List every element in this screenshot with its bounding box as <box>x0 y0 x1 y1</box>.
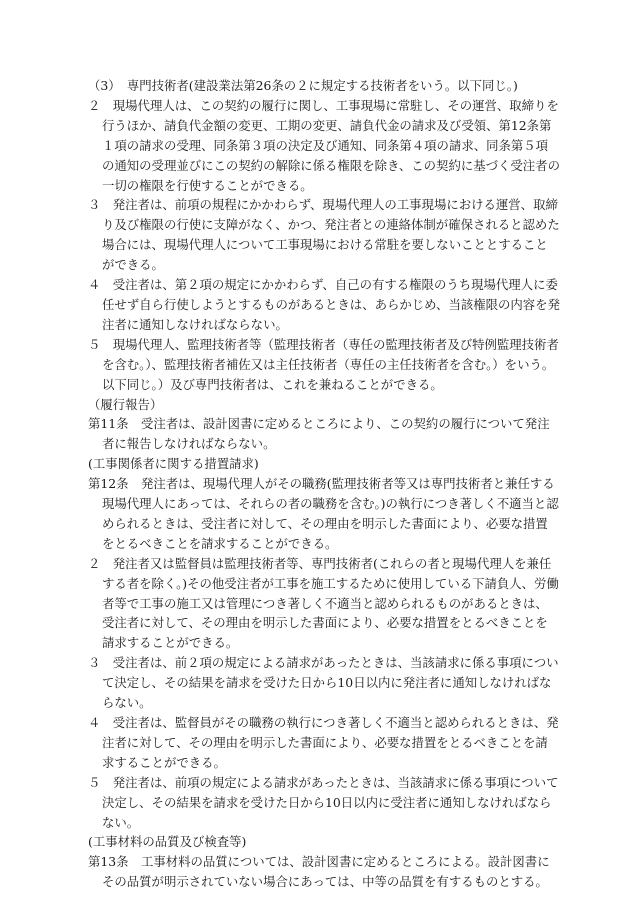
article-12-paragraph-5: ５ 発注者は、前項の規定による請求があったときは、当該請求に係る事項について決定し、その結果を請求を受けた日から10日以内に受注者に通知しなければならない。 <box>88 774 559 830</box>
article-13: 第13条 工事材料の品質については、設計図書に定めるところによる。設計図書にその品質が明示されていない場合にあっては、中等の品質を有するものとする。 <box>88 854 550 890</box>
definition-item-3: （3） 専門技術者(建設業法第26条の２に規定する技術者をいう。以下同じ。) <box>88 78 518 93</box>
paragraph-3-resident-exemption: ３ 発注者は、前項の規程にかかわらず、現場代理人の工事現場における運営、取締り及び権限の行使に支障がなく、かつ、発注者との連絡体制が確保されると認めた場合には、現場代理人について工事現場における常駐を要しないこととすることができる。 <box>88 197 560 273</box>
article-12-paragraph-2: ２ 発注者又は監督員は監理技術者等、専門技術者(これらの者と現場代理人を兼任する者を除く。)その他受注者が工事を施工するために使用している下請負人、労働者等で工事の施工又は管理につき著しく不適当と認められるものがあるときは、受注者に対して、その理由を明示した書面により、必要な措置をとるべきことを請求することができる。 <box>88 555 559 651</box>
article-12-caption: (工事関係者に関する措置請求) <box>88 456 259 472</box>
paragraph-5-concurrent-roles: ５ 現場代理人、監理技術者等（監理技術者（専任の監理技術者及び特例監理技術者を含む。）、監理技術者補佐又は主任技術者（専任の主任技術者を含む。）をいう。以下同じ。）及び専門技術者は、これを兼ねることができる。 <box>88 336 559 392</box>
paragraph-2-site-agent: ２ 現場代理人は、この契約の履行に関し、工事現場に常駐し、その運営、取締りを行うほか、請負代金額の変更、工期の変更、請負代金の請求及び受領、第12条第１項の請求の受理、同条第３項の決定及び通知、同条第４項の請求、同条第５項の通知の受理並びにこの契約の解除に係る権限を除き、この契約に基づく受注者の一切の権限を行使することができる。 <box>88 97 560 193</box>
article-13-caption: (工事材料の品質及び検査等) <box>88 834 247 850</box>
document-body <box>88 76 560 892</box>
article-12-paragraph-3: ３ 受注者は、前２項の規定による請求があったときは、当該請求に係る事項について決定し、その結果を請求を受けた日から10日以内に発注者に通知しなければならない。 <box>88 655 559 711</box>
article-12: 第12条 発注者は、現場代理人がその職務(監理技術者等又は専門技術者と兼任する現場代理人にあっては、それらの者の職務を含む。)の執行につき著しく不適当と認められるときは、受注者に対して、その理由を明示した書面により、必要な措置をとるべきことを請求することができる。 <box>88 476 559 551</box>
article-11: 第11条 受注者は、設計図書に定めるところにより、この契約の履行について発注者に報告しなければならない。 <box>88 416 550 452</box>
paragraph-4-authority-notice: ４ 受注者は、第２項の規定にかかわらず、自己の有する権限のうち現場代理人に委任せず自ら行使しようとするものがあるときは、あらかじめ、当該権限の内容を発注者に通知しなければならない。 <box>88 277 560 332</box>
article-11-caption: （履行報告） <box>88 396 163 412</box>
article-12-paragraph-4: ４ 受注者は、監督員がその職務の執行につき著しく不適当と認められるときは、発注者に対して、その理由を明示した書面により、必要な措置をとるべきことを請求することができる。 <box>88 715 559 770</box>
